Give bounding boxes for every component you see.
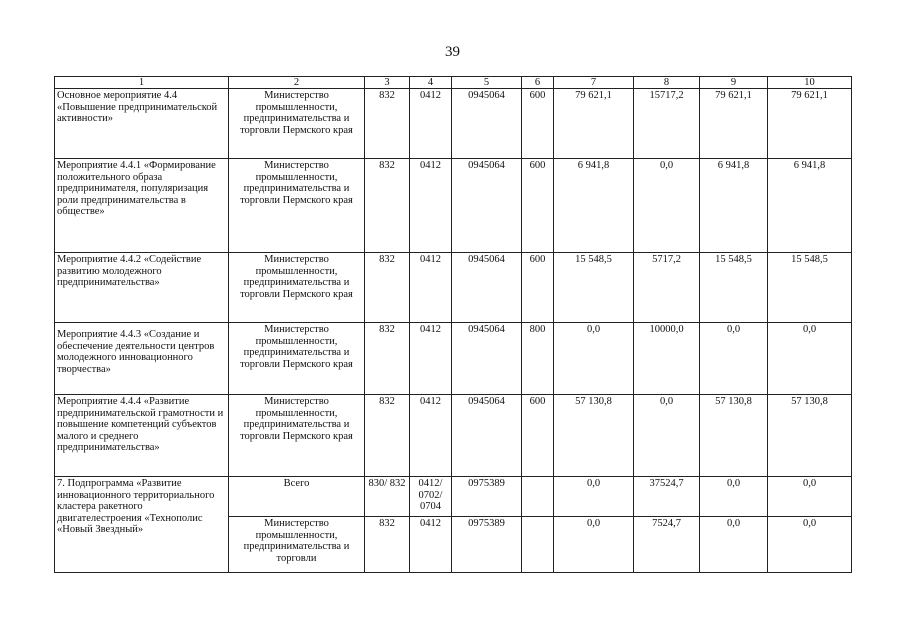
activity-name: Мероприятие 4.4.3 «Создание и обеспечение деятельности центров молодежного инновационного творчества» — [55, 323, 229, 395]
value-cell: 15 548,5 — [700, 253, 768, 323]
value-cell: 79 621,1 — [700, 89, 768, 159]
activity-name: Мероприятие 4.4.4 «Развитие предпринимательской грамотности и повышение компетенций субъектов малого и среднего предпринимательства» — [55, 395, 229, 477]
grbs-cell: 832 — [365, 517, 410, 573]
column-header: 3 — [365, 77, 410, 89]
csr-cell: 0975389 — [452, 477, 522, 517]
grbs-cell: 832 — [365, 323, 410, 395]
grbs-cell: 832 — [365, 159, 410, 253]
csr-cell: 0975389 — [452, 517, 522, 573]
rz-cell: 0412 — [410, 253, 452, 323]
rz-cell: 0412 — [410, 323, 452, 395]
vr-cell: 800 — [522, 323, 554, 395]
value-cell: 0,0 — [634, 159, 700, 253]
rz-cell: 0412/ 0702/ 0704 — [410, 477, 452, 517]
value-cell: 0,0 — [554, 323, 634, 395]
column-header: 7 — [554, 77, 634, 89]
grbs-cell: 832 — [365, 89, 410, 159]
table-row — [55, 89, 852, 159]
executor-cell: Министерство промышленности, предпринимательства и торговли — [229, 517, 365, 573]
rz-cell: 0412 — [410, 395, 452, 477]
value-cell: 6 941,8 — [554, 159, 634, 253]
vr-cell: 600 — [522, 395, 554, 477]
executor-cell: Министерство промышленности, предпринимательства и торговли Пермского края — [229, 323, 365, 395]
value-cell: 10000,0 — [634, 323, 700, 395]
csr-cell: 0945064 — [452, 323, 522, 395]
grbs-cell: 832 — [365, 253, 410, 323]
column-header: 9 — [700, 77, 768, 89]
value-cell: 0,0 — [700, 517, 768, 573]
value-cell: 57 130,8 — [554, 395, 634, 477]
value-cell: 57 130,8 — [700, 395, 768, 477]
column-header: 8 — [634, 77, 700, 89]
executor-cell: Министерство промышленности, предпринимательства и торговли Пермского края — [229, 89, 365, 159]
value-cell: 5717,2 — [634, 253, 700, 323]
table-row — [55, 159, 852, 253]
csr-cell: 0945064 — [452, 159, 522, 253]
vr-cell: 600 — [522, 89, 554, 159]
column-header: 4 — [410, 77, 452, 89]
column-header: 6 — [522, 77, 554, 89]
value-cell: 0,0 — [634, 395, 700, 477]
value-cell: 6 941,8 — [768, 159, 852, 253]
column-header: 10 — [768, 77, 852, 89]
value-cell: 0,0 — [768, 477, 852, 517]
value-cell: 0,0 — [554, 517, 634, 573]
value-cell: 79 621,1 — [554, 89, 634, 159]
value-cell: 0,0 — [700, 323, 768, 395]
rz-cell: 0412 — [410, 159, 452, 253]
value-cell: 0,0 — [768, 517, 852, 573]
csr-cell: 0945064 — [452, 253, 522, 323]
csr-cell: 0945064 — [452, 395, 522, 477]
table-row — [55, 253, 852, 323]
column-header: 1 — [55, 77, 229, 89]
page-number: 39 — [445, 44, 460, 60]
table-row — [55, 323, 852, 395]
csr-cell: 0945064 — [452, 89, 522, 159]
value-cell: 15 548,5 — [768, 253, 852, 323]
value-cell: 15 548,5 — [554, 253, 634, 323]
value-cell: 0,0 — [554, 477, 634, 517]
column-header: 2 — [229, 77, 365, 89]
vr-cell: 600 — [522, 253, 554, 323]
value-cell: 0,0 — [700, 477, 768, 517]
vr-cell — [522, 517, 554, 573]
column-header: 5 — [452, 77, 522, 89]
executor-cell: Министерство промышленности, предпринимательства и торговли Пермского края — [229, 159, 365, 253]
vr-cell: 600 — [522, 159, 554, 253]
value-cell: 57 130,8 — [768, 395, 852, 477]
grbs-cell: 832 — [365, 395, 410, 477]
subprogram-name: 7. Подпрограмма «Развитие инновационного территориального кластера ракетного двигателестроения «Технополис «Новый Звездный» — [55, 477, 229, 573]
activity-name: Мероприятие 4.4.2 «Содействие развитию молодежного предпринимательства» — [55, 253, 229, 323]
value-cell: 79 621,1 — [768, 89, 852, 159]
value-cell: 6 941,8 — [700, 159, 768, 253]
value-cell: 7524,7 — [634, 517, 700, 573]
rz-cell: 0412 — [410, 89, 452, 159]
column-number-row — [55, 77, 852, 89]
value-cell: 15717,2 — [634, 89, 700, 159]
value-cell: 37524,7 — [634, 477, 700, 517]
table-row — [55, 395, 852, 477]
executor-cell: Всего — [229, 477, 365, 517]
budget-table — [54, 76, 852, 573]
rz-cell: 0412 — [410, 517, 452, 573]
value-cell: 0,0 — [768, 323, 852, 395]
vr-cell — [522, 477, 554, 517]
activity-name: Основное мероприятие 4.4 «Повышение предпринимательской активности» — [55, 89, 229, 159]
grbs-cell: 830/ 832 — [365, 477, 410, 517]
activity-name: Мероприятие 4.4.1 «Формирование положительного образа предпринимателя, популяризация роли предпринимательства в обществе» — [55, 159, 229, 253]
table-row — [55, 477, 852, 517]
executor-cell: Министерство промышленности, предпринимательства и торговли Пермского края — [229, 253, 365, 323]
executor-cell: Министерство промышленности, предпринимательства и торговли Пермского края — [229, 395, 365, 477]
